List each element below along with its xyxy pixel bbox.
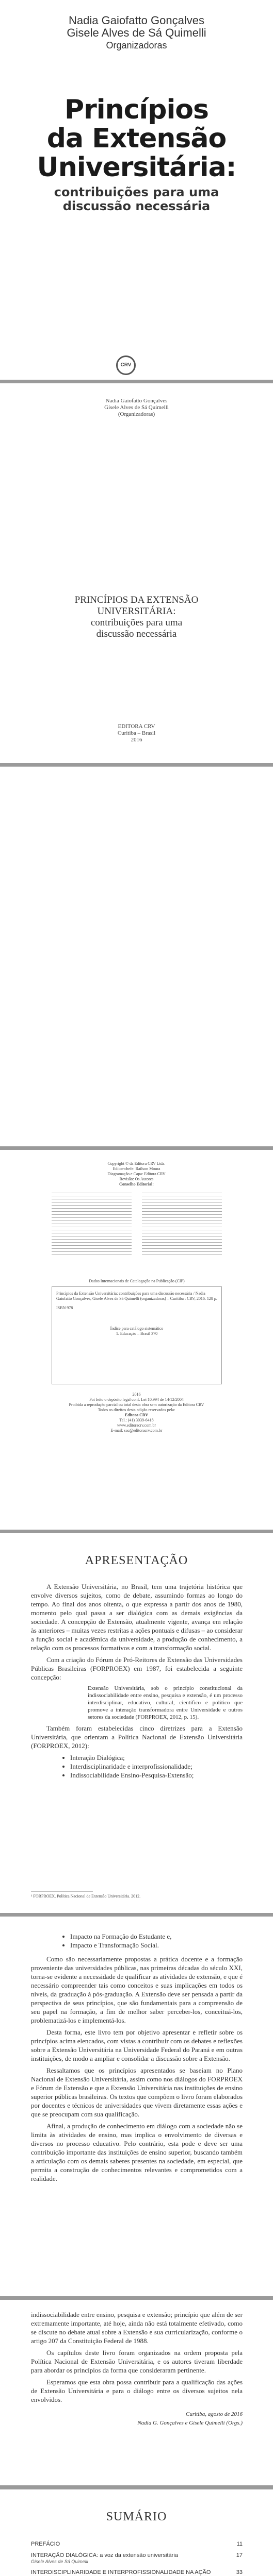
paragraph: Com a criação do Fórum de Pró-Reitores de Extensão das Universidades Públicas Brasileiras (FORPROEX) em 1987, foi estabelecida a seguinte concepção:	[31, 1656, 243, 1681]
half-title-title	[0, 595, 273, 640]
credits-footer	[0, 1392, 273, 1433]
half-title-publisher	[0, 723, 273, 743]
paragraph: Ressaltamos que os princípios apresentados se baseiam no Plano Nacional de Extensão Universitária, assim como nos diálogos do FORPROEX e Fórum de Extensão e que a Extensão Universitária nas instituições de ensino superior públicas brasileiras. Os textos que compõem o livro foram elaborados por docentes e técnicos de universidades que vivem diretamente essas ações e que se preocupam com sua qualificação.	[31, 2066, 243, 2118]
half-title-page	[0, 383, 273, 763]
contents-list	[31, 2541, 243, 2576]
entry-title: PREFÁCIO	[31, 2541, 60, 2547]
list-item: • Indissociabilidade Ensino-Pesquisa-Extensão;	[70, 1771, 243, 1780]
board-column	[52, 1191, 132, 1256]
presentation-text	[31, 2310, 243, 2428]
half-title-organizers	[0, 398, 273, 418]
entry-author: Gisele Alves de Sá Quimelli	[31, 2559, 88, 2564]
board-column	[142, 1191, 222, 1256]
guidelines-list	[62, 1753, 243, 1780]
title-line: Universitária:	[37, 152, 236, 183]
paragraph: Afinal, a produção de conhecimento em diálogo com a sociedade não se limita às atividades de ensino, mas implica o envolvimento de diversas e diversos no processo educativo. Pelo contrário, esta pode e deve ser uma contribuição importante das instituições de ensino superior, buscando também a articulação com os demais saberes presentes na sociedade, em especial, que permita a construção de conhecimentos relevantes e comprometidos com a realidade.	[31, 2122, 243, 2182]
entry-page: 11	[236, 2541, 243, 2547]
credits-header	[0, 1161, 273, 1187]
credit-line: Conselho Editorial:	[119, 1182, 154, 1187]
blank-page	[0, 767, 273, 1146]
publisher-city: Curitiba – Brasil	[117, 730, 156, 736]
credits-page	[0, 1150, 273, 1530]
place-date: Curitiba, agosto de 2016	[185, 2411, 243, 2417]
footer-line: Editora CRV	[124, 1413, 149, 1417]
title-line: da Extensão	[46, 123, 227, 154]
footer-line: Proibida a reprodução parcial ou total desta obra sem autorização da Editora CRV	[69, 1402, 204, 1407]
list-item: • Interação Dialógica;	[70, 1753, 243, 1762]
entry-page: 33	[236, 2569, 243, 2575]
paragraph: Desta forma, este livro tem por objetivo apresentar e refletir sobre os princípios acima elencados, com vistas a contribuir com os debates e reflexões sobre a Extensão Universitária na Universidade Federal do Paraná e em outras instituições, de modo a ampliar e consolidar a discussão sobre a Extensão.	[31, 2028, 243, 2062]
credit-line: Diagramação e Capa: Editora CRV	[107, 1172, 166, 1176]
footer-line: Todos os direitos desta edição reservados pela:	[98, 1408, 175, 1412]
book-subtitle	[0, 185, 273, 213]
title-line: Princípios	[65, 94, 208, 125]
publisher-year: 2016	[131, 737, 142, 743]
organizer-name: Nadia Gaiofatto Gonçalves	[105, 398, 168, 404]
paragraph: indissociabilidade entre ensino, pesquisa e extensão; princípio que além de ser extremamente importante, até hoje, ainda não está totalmente efetivado, como se discute no debate atual sobre a Extensão e sua curricularização, conforme o artigo 207 da Constituição Federal de 1988.	[31, 2311, 243, 2345]
presentation-page-2	[0, 1917, 273, 2296]
footer-line: 2016	[132, 1392, 141, 1397]
publisher-logo: CRV	[116, 355, 136, 375]
organizers-role: (Organizadoras)	[118, 411, 155, 417]
cip-box	[52, 1286, 222, 1384]
presentation-page-3	[0, 2300, 273, 2485]
index-title: Índice para catálogo sistemático	[110, 1326, 164, 1331]
book-title	[0, 95, 273, 182]
cip-body: Princípios da Extensão Universitária: contribuições para uma discussão necessária / Nadia Gaiofatto Gonçalves, Gisele Alves de Sá Quimelli (organizadoras) – Curitiba : CRV, 2016. 128 p.	[56, 1291, 217, 1301]
contents-page	[0, 2489, 273, 2576]
contents-heading: SUMÁRIO	[106, 2510, 167, 2523]
signature: Nadia G. Gonçalves e Gisele Quimelli (Orgs.)	[137, 2420, 243, 2426]
presentation-heading: APRESENTAÇÃO	[85, 1554, 188, 1567]
footer-line: Tel.: (41) 3039-6418	[119, 1418, 154, 1422]
credit-line: Revisão: Os Autores	[119, 1177, 154, 1181]
organizer-name: Gisele Alves de Sá Quimelli	[104, 404, 169, 411]
title-line: PRINCÍPIOS DA EXTENSÃO	[74, 595, 199, 605]
cover-page	[0, 0, 273, 380]
contents-entry[interactable]	[31, 2552, 243, 2565]
title-line: contribuições para uma	[90, 617, 183, 628]
subtitle-line: contribuições para uma	[54, 185, 219, 199]
copyright-line: Copyright © da Editora CRV Ltda.	[107, 1161, 166, 1166]
footer-line: www.editoracrv.com.br	[117, 1423, 156, 1428]
contents-entry[interactable]	[31, 2569, 243, 2576]
organizers-role: Organizadoras	[106, 40, 167, 50]
isbn: ISBN 978	[56, 1306, 73, 1310]
credit-line: Editor-chefe: Railson Moura	[113, 1166, 160, 1171]
cover-organizers	[0, 14, 273, 52]
organizer-name: Gisele Alves de Sá Quimelli	[67, 26, 206, 39]
footnote-rule	[31, 1891, 93, 1892]
contents-entry[interactable]	[31, 2541, 243, 2548]
title-line: UNIVERSITÁRIA:	[97, 606, 176, 617]
paragraph: A Extensão Universitária, no Brasil, tem uma trajetória histórica que envolve diversos sujeitos, como de debate, assumindo formas ao longo do tempo. Ao final dos anos oitenta, o que expressa a partir dos anos de 1980, momento pelo qual passa a ser dialógica com as demais exigências da sociedade. A concepção de Extensão, atualmente vigente, avança em relação às anteriores – muitas vezes restritas a ações pontuais e difusas – ao considerar a função social e acadêmica da universidade, a produção de conhecimento, a relação com os processos formativos e com a transformação social.	[31, 1583, 243, 1652]
footer-line: E-mail: sac@editoracrv.com.br	[110, 1428, 163, 1433]
list-item: • Impacto e Transformação Social.	[70, 1941, 243, 1950]
footnote: ¹ FORPROEX. Política Nacional de Extensão Universitária. 2012.	[31, 1894, 141, 1899]
index-item: 1. Educação – Brasil 370	[116, 1331, 158, 1336]
subtitle-line: discussão necessária	[62, 199, 211, 213]
guidelines-list	[62, 1932, 243, 1950]
editorial-board	[52, 1191, 222, 1258]
publisher-name: EDITORA CRV	[118, 723, 155, 730]
cip-title: Dados Internacionais de Catalogação na Publicação (CIP)	[89, 1279, 185, 1283]
paragraph: Também foram estabelecidas cinco diretrizes para a Extensão Universitária, que orientam a Política Nacional de Extensão Universitária (FORPROEX, 2012):	[31, 1724, 243, 1750]
presentation-page	[0, 1533, 273, 1913]
presentation-text	[31, 1582, 243, 1780]
organizer-name: Nadia Gaiofatto Gonçalves	[69, 14, 204, 27]
title-line: discussão necessária	[96, 629, 177, 639]
entry-page: 17	[236, 2552, 243, 2558]
list-item: • Interdisciplinaridade e interprofissionalidade;	[70, 1762, 243, 1771]
footer-line: Foi feito o depósito legal conf. Lei 10.994 de 14/12/2004	[89, 1397, 184, 1402]
block-quote: Extensão Universitária, sob o princípio constitucional da indissociabilidade entre ensino, pesquisa e extensão, é um processo interdisciplinar, educativo, cultural, científico e político que promove a interação transformadora entre Universidade e outros setores da sociedade (FORPROEX, 2012, p. 15).	[88, 1685, 243, 1720]
presentation-text	[31, 1932, 243, 2186]
paragraph: Como são necessariamente propostas a prática docente e a formação proveniente das universidades públicas, nas primeiras décadas do século XXI, torna-se evidente a necessidade de qualificar as atividades de extensão, e que é necessário compreender tais como conceitos e suas implicações em todos os níveis, da graduação à pós-graduação. A Extensão deve ser pensada a partir da perspectiva de seus princípios, que são fundamentais para a compreensão de seu papel na formação, a fim de melhor saber perceber-los, conceituá-los, problematizá-los e implementá-los.	[31, 1955, 243, 2024]
entry-title: INTERAÇÃO DIALÓGICA: a voz da extensão universitária	[31, 2552, 178, 2558]
entry-title: INTERDISCIPLINARIDADE E INTERPROFISSIONALIDADE NA AÇÃO	[31, 2569, 211, 2575]
paragraph: Esperamos que esta obra possa contribuir para a qualificação das ações de Extensão Universitária e para o diálogo entre os diversos sujeitos nela envolvidos.	[31, 2378, 243, 2403]
list-item: • Impacto na Formação do Estudante e,	[70, 1932, 243, 1941]
paragraph: Os capítulos deste livro foram organizados na ordem proposta pela Política Nacional de Extensão Universitária, e os autores tiveram liberdade para abordar os princípios da forma que consideraram pertinente.	[31, 2349, 243, 2374]
